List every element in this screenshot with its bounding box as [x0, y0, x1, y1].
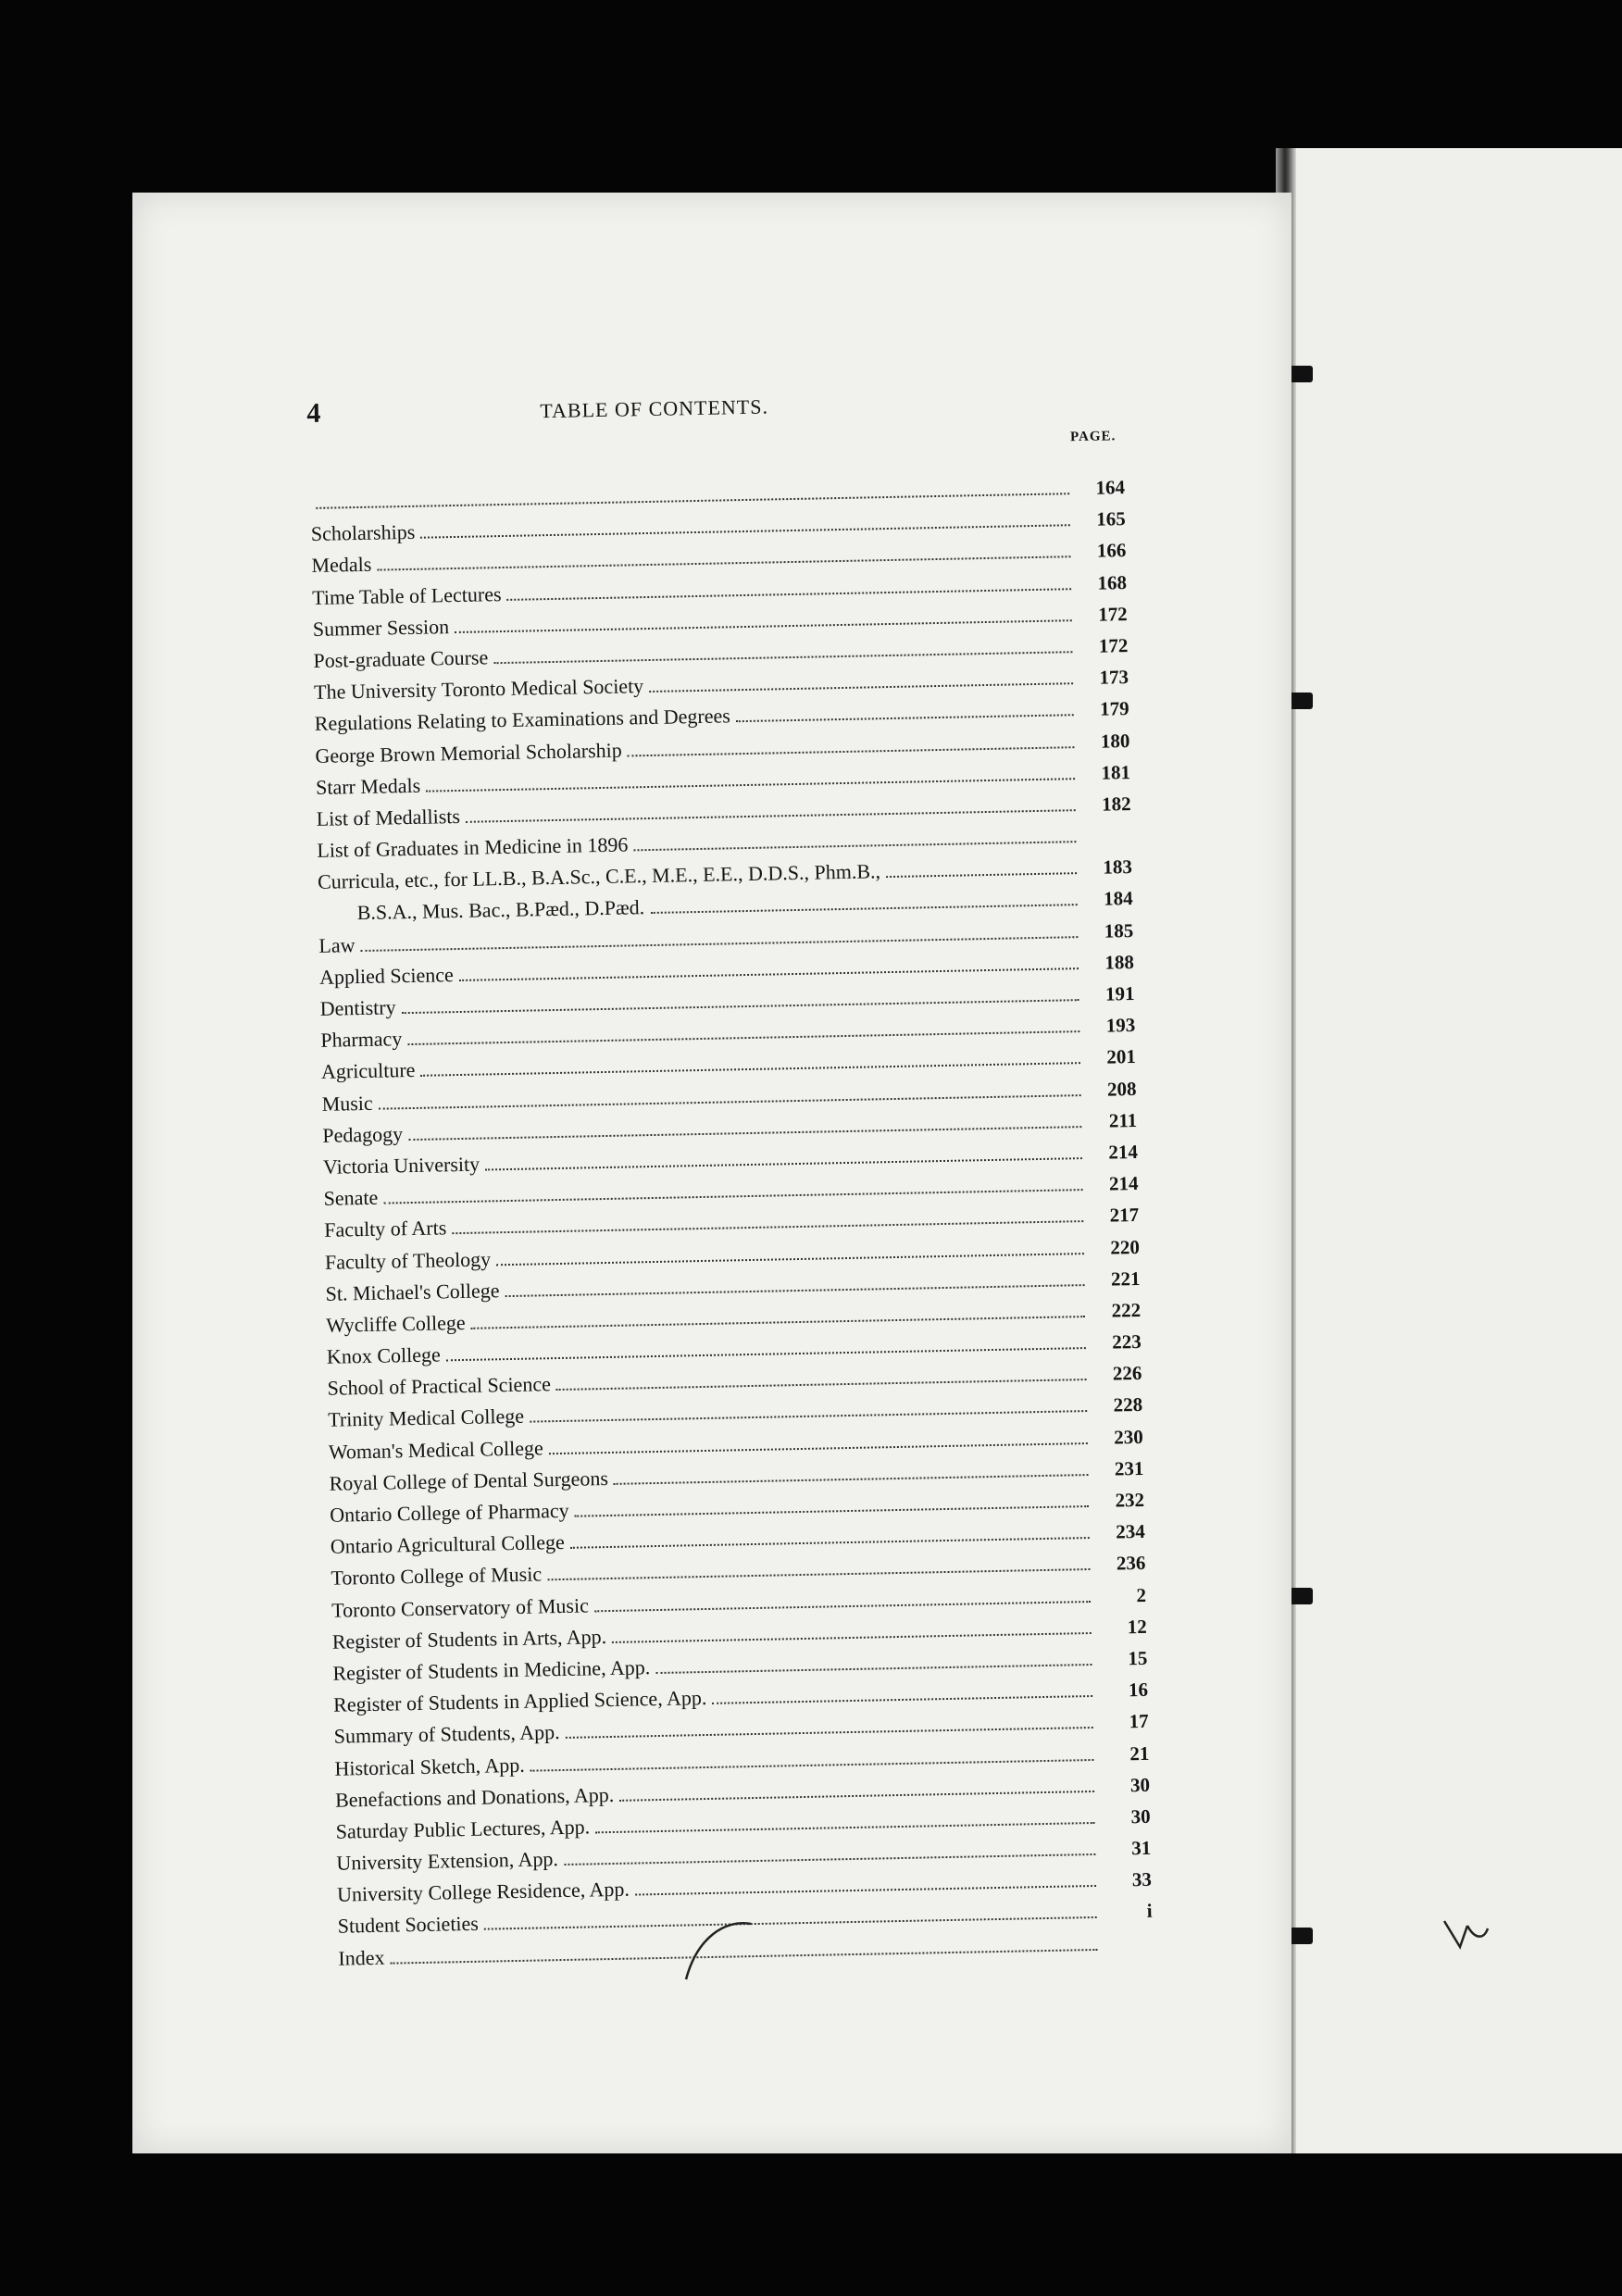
toc-entry-page: 222 [1111, 1298, 1142, 1322]
toc-entry-page: 184 [1103, 887, 1133, 911]
page-column-heading: PAGE. [1069, 429, 1117, 445]
dot-leader [452, 1220, 1083, 1234]
toc-entry-page: 165 [1095, 507, 1126, 530]
dot-leader [619, 1791, 1094, 1802]
toc-entry-label: Agriculture [320, 1058, 416, 1084]
dot-leader [446, 1347, 1086, 1361]
toc-entry-page: 201 [1106, 1045, 1137, 1068]
dot-leader [530, 1410, 1087, 1423]
toc-entry-label: Ontario Agricultural College [330, 1530, 565, 1558]
toc-entry-page: 185 [1104, 918, 1134, 942]
dot-leader [547, 1568, 1090, 1580]
toc-entry-label: Pharmacy [320, 1027, 403, 1053]
toc-entry-label: List of Medallists [316, 804, 461, 830]
toc-entry-label: Historical Sketch, App. [334, 1753, 525, 1780]
toc-entry-page: 223 [1112, 1329, 1142, 1354]
toc-entry-label: The University Toronto Medical Society [313, 674, 644, 705]
toc-entry-page: 172 [1097, 602, 1128, 626]
toc-entry-page: 30 [1130, 1804, 1151, 1828]
document-page [132, 193, 1291, 2153]
toc-entry-label: Index [338, 1945, 385, 1970]
toc-entry-label: Pedagogy [322, 1121, 404, 1147]
toc-entry-label: Victoria University [322, 1152, 480, 1179]
toc-entry-label: Saturday Public Lectures, App. [335, 1815, 591, 1843]
dot-leader [484, 1916, 1097, 1930]
toc-entry-label: List of Graduates in Medicine in 1896 [317, 832, 629, 862]
toc-entry-label: Knox College [326, 1342, 441, 1368]
dot-leader [471, 1316, 1086, 1329]
toc-entry-page: 208 [1106, 1077, 1137, 1101]
toc-entry-page: 172 [1098, 633, 1129, 657]
toc-entry-label: Applied Science [318, 962, 455, 989]
toc-entry-label: Regulations Relating to Examinations and Degrees [314, 704, 731, 736]
facing-page [1291, 148, 1622, 2153]
toc-entry-label: Wycliffe College [326, 1310, 466, 1337]
toc-entry-page: 214 [1108, 1172, 1139, 1195]
toc-entry-page: 236 [1116, 1552, 1146, 1575]
toc-entry-label: Post-graduate Course [313, 645, 489, 672]
toc-entry-label: Curricula, etc., for LL.B., B.A.Sc., C.E., M.E., E.E., D.D.S., Phm.B., [317, 859, 881, 894]
dot-leader [507, 588, 1072, 601]
dot-leader [570, 1537, 1090, 1549]
pencil-mark [679, 1915, 762, 1989]
dot-leader [595, 1822, 1095, 1833]
toc-entry-page: 12 [1127, 1615, 1147, 1639]
toc-entry-label: Summary of Students, App. [333, 1720, 560, 1749]
toc-entry-page: 230 [1114, 1425, 1143, 1449]
toc-entry-label: Time Table of Lectures [311, 581, 502, 609]
toc-entry-label: Senate [323, 1185, 379, 1210]
toc-entry-label: B.S.A., Mus. Bac., B.Pæd., D.Pæd. [356, 895, 645, 925]
toc-entry-label: St. Michael's College [325, 1278, 500, 1305]
dot-leader [459, 967, 1079, 981]
toc-entry-page: 179 [1099, 697, 1129, 720]
dot-leader [649, 682, 1073, 693]
toc-entry-page: 17 [1129, 1710, 1149, 1733]
toc-entry-label: Benefactions and Donations, App. [334, 1782, 615, 1812]
dot-leader [736, 715, 1074, 723]
toc-entry-label: Faculty of Theology [324, 1246, 492, 1274]
dot-leader [566, 1727, 1093, 1739]
toc-entry-label: University College Residence, App. [336, 1877, 630, 1906]
toc-entry-label: Toronto Conservatory of Music [331, 1592, 590, 1622]
toc-entry-page: 31 [1131, 1836, 1152, 1860]
toc-entry-label: Trinity Medical College [327, 1404, 525, 1432]
dot-leader [549, 1442, 1088, 1454]
toc-entry-page: 183 [1103, 855, 1133, 879]
toc-entry-page: 21 [1129, 1741, 1150, 1765]
toc-entry-page: 173 [1099, 666, 1129, 689]
dot-leader [575, 1505, 1089, 1517]
toc-entry-label: Student Societies [337, 1912, 480, 1939]
toc-entry-label: Medals [311, 553, 372, 578]
toc-entry-page: 168 [1097, 570, 1128, 594]
toc-entry-page: 180 [1100, 729, 1130, 753]
toc-entry-page: 226 [1112, 1362, 1142, 1385]
toc-entry-label: Toronto College of Music [331, 1562, 543, 1591]
dot-leader [634, 841, 1077, 851]
toc-entry-label: Starr Medals [315, 773, 421, 799]
dot-leader [712, 1695, 1092, 1704]
toc-entry-label: George Brown Memorial Scholarship [315, 738, 623, 767]
page-number: 4 [306, 397, 321, 430]
dot-leader [886, 872, 1077, 878]
dot-leader [496, 1253, 1084, 1266]
toc-entry-label: Dentistry [319, 995, 396, 1020]
dot-leader [485, 1157, 1082, 1170]
toc-entry-page: 181 [1101, 760, 1131, 784]
page-content [306, 379, 1243, 1970]
toc-entry-page: 33 [1131, 1868, 1153, 1891]
toc-entry-label: Woman's Medical College [328, 1435, 544, 1464]
toc-entry-page: 16 [1128, 1678, 1149, 1702]
running-head: TABLE OF CONTENTS. [540, 394, 769, 423]
toc-entry-page: 221 [1110, 1267, 1141, 1291]
toc-entry-page: i [1146, 1900, 1153, 1923]
toc-entry-label: Register of Students in Medicine, App. [332, 1655, 651, 1685]
toc-entry-page [1104, 1949, 1153, 1950]
dot-leader [614, 1474, 1089, 1485]
toc-entry-page: 228 [1113, 1393, 1143, 1416]
dot-leader [564, 1853, 1095, 1866]
toc-entry-page: 217 [1109, 1204, 1140, 1227]
dot-leader [612, 1632, 1092, 1643]
toc-entry-page: 15 [1128, 1646, 1148, 1670]
dot-leader [650, 905, 1077, 915]
toc-entry-label: Register of Students in Applied Science, App. [332, 1686, 707, 1716]
toc-entry-page: 193 [1105, 1014, 1136, 1037]
toc-entry-page: 211 [1108, 1108, 1138, 1132]
toc-entry-page: 220 [1110, 1235, 1141, 1259]
toc-entry-page: 182 [1101, 792, 1131, 816]
toc-entry-page: 164 [1095, 476, 1126, 499]
dot-leader [635, 1885, 1096, 1896]
toc-entry-label: Register of Students in Arts, App. [331, 1624, 607, 1653]
dot-leader [426, 778, 1075, 792]
toc-entry-page: 166 [1096, 539, 1127, 563]
dot-leader [505, 1284, 1085, 1297]
toc-entry-page: 232 [1115, 1488, 1145, 1512]
dot-leader [628, 746, 1075, 756]
toc-entry-label: Music [321, 1091, 373, 1116]
toc-entry-page: 234 [1115, 1520, 1145, 1543]
toc-entry-page: 231 [1114, 1456, 1144, 1480]
dot-leader [556, 1379, 1087, 1391]
toc-entry-label: Ontario College of Pharmacy [329, 1498, 569, 1527]
dot-leader [466, 809, 1076, 823]
toc-entry-label: Royal College of Dental Surgeons [329, 1466, 609, 1495]
toc-entry-label: Faculty of Arts [324, 1216, 447, 1242]
toc-entry-label: Law [318, 932, 356, 957]
toc-entry-page: 191 [1104, 981, 1135, 1005]
toc-entry-page: 2 [1136, 1583, 1147, 1606]
dot-leader [455, 619, 1072, 633]
dot-leader [530, 1758, 1094, 1771]
toc-entry-label: University Extension, App. [336, 1847, 559, 1875]
toc-entry-label: Scholarships [310, 520, 416, 546]
toc-entry-page: 214 [1108, 1140, 1139, 1164]
table-of-contents [310, 471, 1154, 1974]
toc-entry-label: School of Practical Science [327, 1372, 552, 1401]
dot-leader [420, 524, 1069, 538]
dot-leader [493, 651, 1072, 664]
dot-leader [655, 1664, 1092, 1674]
toc-entry-label: Summer Session [312, 614, 450, 641]
pencil-mark-right [1440, 1912, 1495, 1958]
dot-leader [594, 1601, 1091, 1612]
toc-entry-page: 188 [1104, 950, 1135, 974]
toc-entry-page: 30 [1129, 1773, 1151, 1796]
